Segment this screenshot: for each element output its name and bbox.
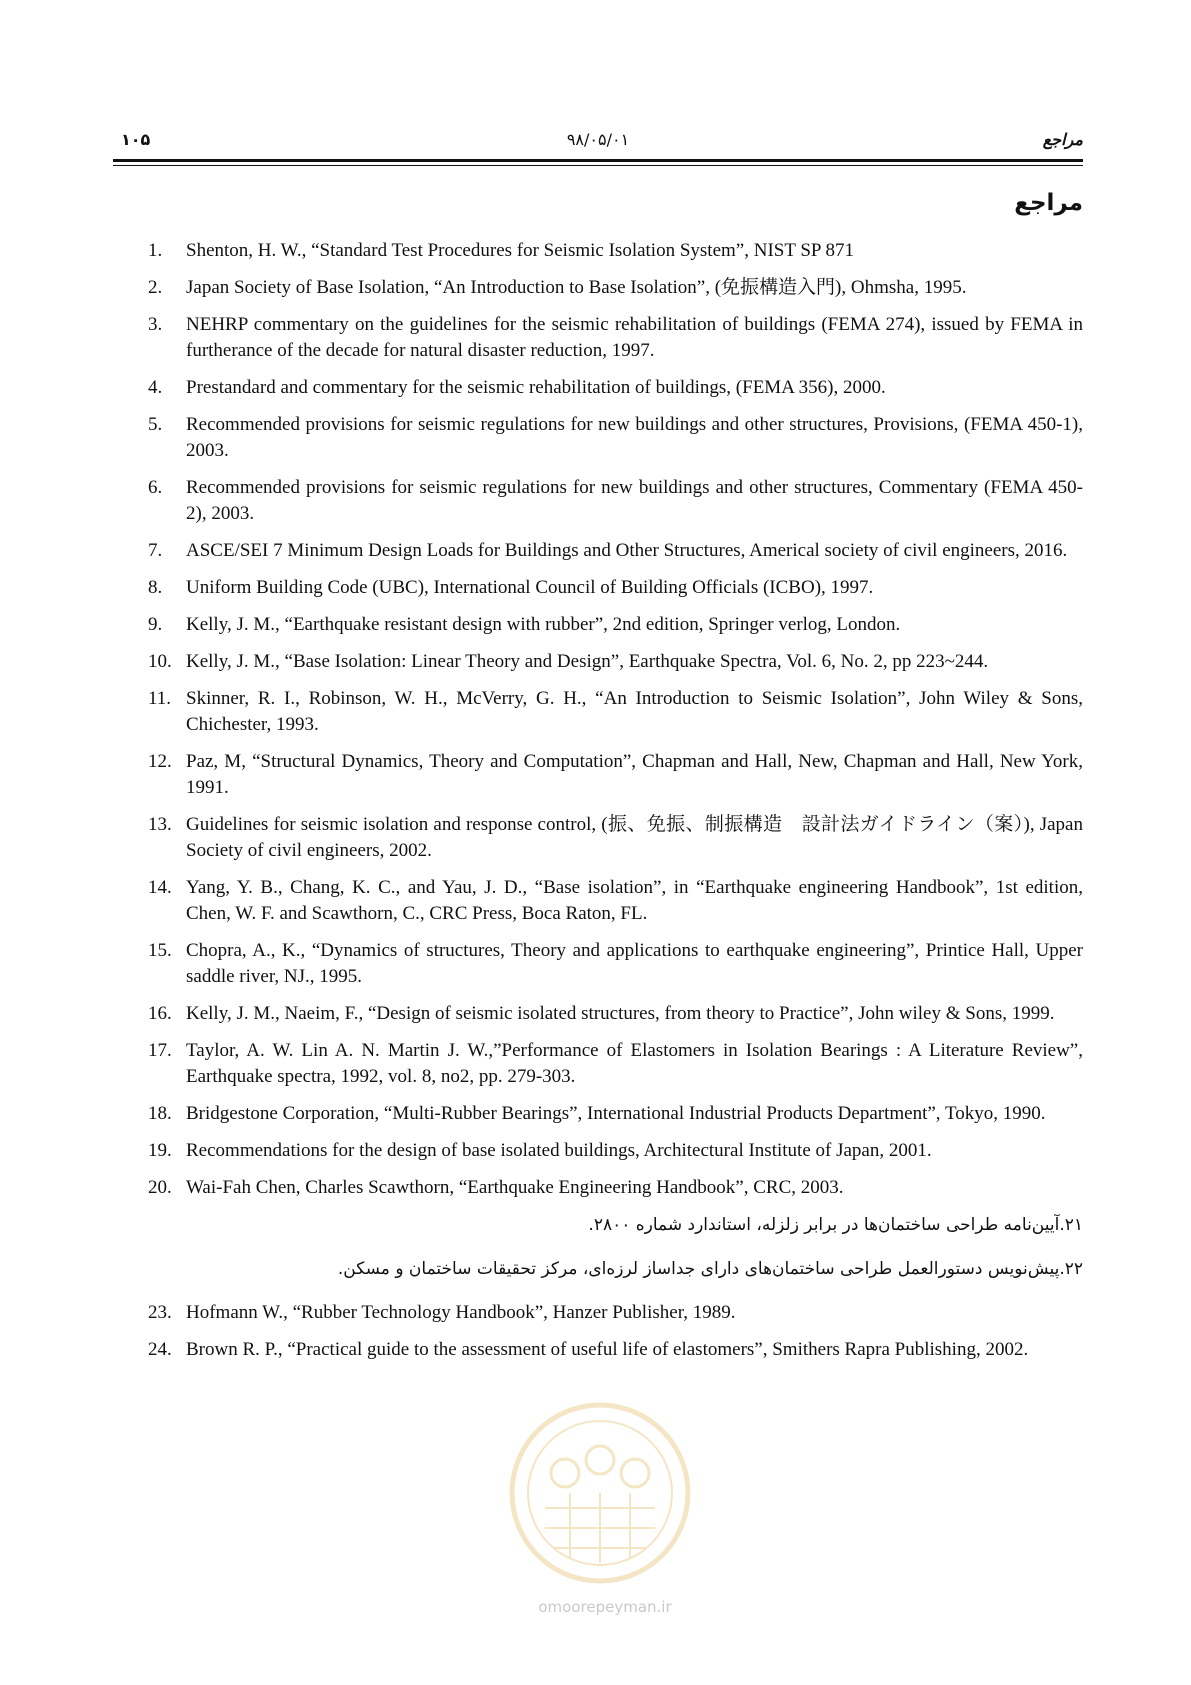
reference-item [148, 1300, 1083, 1326]
reference-number: 10. [148, 651, 172, 672]
reference-number: 18. [148, 1103, 172, 1124]
reference-text: Kelly, J. M., “Base Isolation: Linear Theory and Design”, Earthquake Spectra, Vol. 6, No. 2, pp 223~244. [186, 651, 989, 672]
reference-number: 11. [148, 688, 172, 709]
reference-item [148, 312, 1083, 364]
reference-item [148, 1138, 1083, 1164]
reference-text: Bridgestone Corporation, “Multi-Rubber Bearings”, International Industrial Products Department”, Tokyo, 1990. [186, 1103, 1046, 1124]
reference-item [148, 238, 1083, 264]
reference-number: 17. [148, 1040, 172, 1061]
header-rule-thin [113, 165, 1083, 166]
reference-text: Taylor, A. W. Lin A. N. Martin J. W.,”Performance of Elastomers in Isolation Bearings : A Literature Review”, Earthquake spectra, 1992, vol. 8, no2, pp. 279-303. [186, 1040, 1083, 1087]
reference-text: Brown R. P., “Practical guide to the assessment of useful life of elastomers”, Smithers Rapra Publishing, 2002. [186, 1339, 1029, 1360]
reference-number: 12. [148, 751, 172, 772]
running-title: مراجع [1042, 130, 1083, 149]
reference-number: 1. [148, 240, 163, 261]
reference-item [148, 875, 1083, 927]
reference-text: ۲۱.آیین‌نامه طراحی ساختمان‌ها در برابر زلزله، استاندارد شماره ۲۸۰۰. [588, 1215, 1083, 1235]
reference-text: Prestandard and commentary for the seismic rehabilitation of buildings, (FEMA 356), 2000. [186, 377, 886, 398]
reference-item [148, 812, 1083, 864]
reference-text: Hofmann W., “Rubber Technology Handbook”, Hanzer Publisher, 1989. [186, 1302, 736, 1323]
reference-item [148, 938, 1083, 990]
reference-text: Paz, M, “Structural Dynamics, Theory and Computation”, Chapman and Hall, New, Chapman and Hall, New York, 1991. [186, 751, 1083, 798]
reference-item [148, 1337, 1083, 1363]
reference-number: 9. [148, 614, 163, 635]
reference-number: 16. [148, 1003, 172, 1024]
reference-text: Recommendations for the design of base isolated buildings, Architectural Institute of Japan, 2001. [186, 1140, 932, 1161]
reference-item [148, 375, 1083, 401]
reference-item [148, 1175, 1083, 1201]
reference-item [148, 649, 1083, 675]
reference-number: 3. [148, 314, 163, 335]
reference-number: 14. [148, 877, 172, 898]
reference-text: Wai-Fah Chen, Charles Scawthorn, “Earthquake Engineering Handbook”, CRC, 2003. [186, 1177, 844, 1198]
reference-number: 20. [148, 1177, 172, 1198]
reference-item [148, 575, 1083, 601]
reference-text: Uniform Building Code (UBC), International Council of Building Officials (ICBO), 1997. [186, 577, 874, 598]
reference-number: 24. [148, 1339, 172, 1360]
reference-text: NEHRP commentary on the guidelines for the seismic rehabilitation of buildings (FEMA 274), issued by FEMA in furtherance of the decade for natural disaster reduction, 1997. [186, 314, 1083, 361]
watermark-seal-icon [505, 1398, 695, 1588]
page-header [113, 128, 1083, 152]
reference-item [148, 1038, 1083, 1090]
page-number: ۱۰۵ [121, 130, 151, 149]
reference-number: 6. [148, 477, 163, 498]
reference-item-persian [148, 1212, 1083, 1238]
reference-text: Chopra, A., K., “Dynamics of structures, Theory and applications to earthquake engineering”, Printice Hall, Upper saddle river, NJ., 1995. [186, 940, 1083, 987]
reference-text: ASCE/SEI 7 Minimum Design Loads for Buildings and Other Structures, Americal society of civil engineers, 2016. [186, 540, 1068, 561]
reference-item-persian [148, 1256, 1083, 1282]
reference-text: Yang, Y. B., Chang, K. C., and Yau, J. D., “Base isolation”, in “Earthquake engineering Handbook”, 1st edition, Chen, W. F. and Scawthorn, C., CRC Press, Boca Raton, FL. [186, 877, 1083, 924]
reference-item [148, 1101, 1083, 1127]
reference-number: 5. [148, 414, 163, 435]
reference-list [148, 238, 1083, 1374]
reference-number: 7. [148, 540, 163, 561]
reference-text: Recommended provisions for seismic regulations for new buildings and other structures, Provisions, (FEMA 450-1), 2003. [186, 414, 1083, 461]
reference-text: Skinner, R. I., Robinson, W. H., McVerry, G. H., “An Introduction to Seismic Isolation”, John Wiley & Sons, Chichester, 1993. [186, 688, 1083, 735]
reference-text: Recommended provisions for seismic regulations for new buildings and other structures, Commentary (FEMA 450-2), 2003. [186, 477, 1083, 524]
reference-item [148, 538, 1083, 564]
watermark-url: omoorepeyman.ir [538, 1598, 672, 1616]
reference-item [148, 412, 1083, 464]
reference-number: 13. [148, 814, 172, 835]
reference-number: 15. [148, 940, 172, 961]
reference-number: 23. [148, 1302, 172, 1323]
reference-text: Shenton, H. W., “Standard Test Procedures for Seismic Isolation System”, NIST SP 871 [186, 240, 855, 261]
reference-item [148, 475, 1083, 527]
header-rule-thick [113, 159, 1083, 162]
reference-item [148, 612, 1083, 638]
reference-item [148, 1001, 1083, 1027]
reference-number: 4. [148, 377, 163, 398]
header-date: ۹۸/۰۵/۰۱ [566, 130, 630, 149]
reference-number: 8. [148, 577, 163, 598]
reference-number: 19. [148, 1140, 172, 1161]
reference-number: 2. [148, 277, 163, 298]
section-title: مراجع [1014, 190, 1083, 216]
reference-text: Kelly, J. M., Naeim, F., “Design of seismic isolated structures, from theory to Practice”, John wiley & Sons, 1999. [186, 1003, 1055, 1024]
reference-text: Japan Society of Base Isolation, “An Introduction to Base Isolation”, (免振構造入門), Ohmsha, 1995. [186, 277, 967, 298]
reference-item [148, 749, 1083, 801]
reference-item [148, 275, 1083, 301]
reference-text: Guidelines for seismic isolation and response control, (振、免振、制振構造 設計法ガイドライン（案）), Japan Society of civil engineers, 2002. [186, 814, 1083, 861]
reference-text: Kelly, J. M., “Earthquake resistant design with rubber”, 2nd edition, Springer verlog, London. [186, 614, 901, 635]
reference-item [148, 686, 1083, 738]
reference-text: ۲۲.پیش‌نویس دستورالعمل طراحی ساختمان‌های دارای جداساز لرزه‌ای، مرکز تحقیقات ساختمان و مسکن. [337, 1259, 1083, 1279]
